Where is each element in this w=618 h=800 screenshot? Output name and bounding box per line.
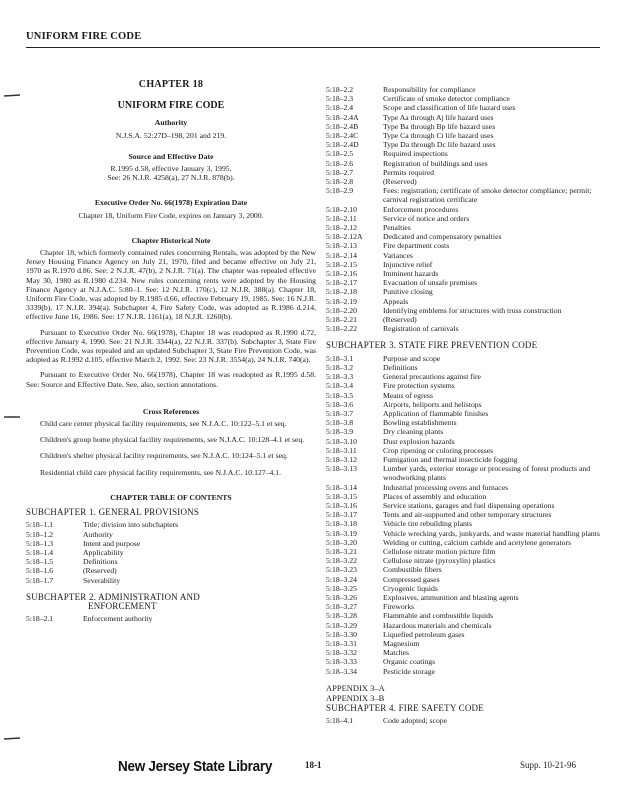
section-title: Code adopted; scope	[383, 716, 448, 726]
section-row	[26, 539, 316, 548]
section-row	[326, 584, 604, 593]
section-number: 5:18–3.15	[326, 491, 357, 501]
section-number: 5:18–1.3	[26, 538, 54, 548]
section-row	[326, 427, 604, 436]
section-number: 5:18–2.2	[326, 85, 354, 94]
section-title: Evacuation of unsafe premises	[383, 278, 478, 288]
section-number: 5:18–2.11	[326, 213, 357, 223]
source-heading: Source and Effective Date	[128, 151, 214, 161]
section-number: 5:18–3.9	[326, 427, 354, 437]
section-row	[326, 140, 604, 149]
subchapter-1-sections	[26, 520, 316, 584]
margin-mark-icon	[4, 415, 20, 419]
section-number: 5:18–3.4	[326, 381, 354, 391]
library-watermark: New Jersey State Library	[118, 758, 273, 775]
section-title: Applicability	[83, 547, 124, 557]
section-number: 5:18–2.4	[326, 103, 354, 113]
section-number: 5:18–3.23	[326, 565, 357, 575]
section-row	[326, 168, 604, 177]
subchapter-4-sections	[326, 716, 604, 725]
section-row	[26, 530, 316, 539]
section-number: 5:18–3.1	[326, 353, 354, 363]
section-row	[326, 538, 604, 547]
source-line-2: See: 26 N.J.R. 4258(a), 27 N.J.R. 878(b).	[107, 173, 235, 183]
section-row	[326, 602, 604, 611]
toc-heading: CHAPTER TABLE OF CONTENTS	[110, 492, 232, 502]
section-number: 5:18–2.20	[326, 305, 357, 315]
section-number: 5:18–1.5	[26, 557, 54, 567]
authority-heading: Authority	[154, 118, 188, 128]
section-row	[326, 232, 604, 241]
section-title: Lumber yards, exterior storage or processing of forest products and woodworking plants	[383, 464, 591, 483]
section-title: Certificate of smoke detector compliance	[383, 94, 510, 104]
section-title: Tents and air-supported and other temporary structures	[383, 510, 552, 520]
section-number: 5:18–2.7	[326, 167, 354, 177]
section-number: 5:18–2.12	[326, 223, 357, 233]
section-row	[326, 391, 604, 400]
section-title: Punitive closing	[383, 287, 433, 297]
header-rule	[26, 47, 600, 48]
section-title: (Reserved)	[83, 566, 117, 576]
section-number: 5:18–3.33	[326, 657, 357, 667]
section-row	[326, 223, 604, 232]
section-number: 5:18–2.8	[326, 177, 354, 187]
section-title: Registration of buildings and uses	[383, 158, 488, 168]
section-row	[326, 547, 604, 556]
section-number: 5:18–2.4A	[326, 112, 359, 122]
section-row	[326, 575, 604, 584]
section-row	[326, 306, 604, 315]
section-number: 5:18–3.30	[326, 629, 357, 639]
section-number: 5:18–1.6	[26, 566, 54, 576]
section-title: Vehicle wrecking yards, junkyards, and waste material handling plants	[383, 528, 600, 538]
section-title: Organic coatings	[383, 657, 436, 667]
section-row	[326, 381, 604, 390]
section-number: 5:18–3.10	[326, 436, 357, 446]
section-title: Fees: registration; certificate of smoke detector compliance; permit; carnival registration certificate	[383, 186, 592, 205]
section-number: 5:18–3.17	[326, 510, 357, 520]
section-number: 5:18–2.1	[26, 614, 54, 624]
section-row	[326, 214, 604, 223]
history-paragraph-3: Pursuant to Executive Order No. 66(1978), Chapter 18 was readopted as R.1995 d.58. See: Source and Effective Date. See, also, section annotations.	[26, 370, 316, 389]
section-number: 5:18–1.4	[26, 547, 54, 557]
section-number: 5:18–2.19	[326, 296, 357, 306]
section-title: Imminent hazards	[383, 269, 439, 279]
cross-reference: Children's group home physical facility requirements, see N.J.A.C. 10:128–4.1 et seq.	[40, 435, 305, 445]
section-row	[326, 418, 604, 427]
section-row	[326, 260, 604, 269]
supplement-date: Supp. 10-21-96	[520, 760, 576, 770]
section-title: Responsibility for compliance	[383, 85, 476, 94]
section-number: 5:18–2.21	[326, 315, 357, 325]
section-number: 5:18–3.26	[326, 592, 357, 602]
section-title: Bowling establishments	[383, 418, 457, 428]
section-row	[326, 667, 604, 676]
section-title: Appeals	[383, 296, 409, 306]
section-title: Scope and classification of life hazard uses	[383, 103, 516, 113]
section-title: Matches	[383, 648, 410, 658]
section-number: 5:18–3.32	[326, 648, 357, 658]
section-row	[326, 177, 604, 186]
section-row	[326, 446, 604, 455]
subchapter-2-sections-start	[26, 614, 316, 623]
section-row	[326, 103, 604, 112]
section-row	[326, 510, 604, 519]
section-row	[326, 251, 604, 260]
section-title: Required inspections	[383, 149, 448, 159]
section-row	[326, 94, 604, 103]
section-number: 5:18–3.11	[326, 445, 357, 455]
section-row	[26, 548, 316, 557]
section-number: 5:18–2.4D	[326, 140, 359, 150]
section-row	[326, 372, 604, 381]
section-title: Penalties	[383, 223, 411, 233]
section-row	[26, 566, 316, 575]
section-title: Type Ca through Ci life hazard uses	[383, 131, 494, 141]
section-title: Severability	[83, 575, 121, 585]
section-row	[326, 363, 604, 372]
section-title: Title; division into subchapters	[83, 520, 179, 530]
section-number: 5:18–2.18	[326, 287, 357, 297]
section-number: 5:18–3.7	[326, 408, 354, 418]
chapter-number: CHAPTER 18	[138, 79, 204, 90]
section-title: Hazardous materials and chemicals	[383, 620, 492, 630]
section-row	[326, 287, 604, 296]
section-title: Crop ripening or coloring processes	[383, 445, 494, 455]
section-number: 5:18–2.17	[326, 278, 357, 288]
section-title: Service stations, garages and fuel dispensing operations	[383, 500, 555, 510]
subchapter-2-title-line-1: SUBCHAPTER 2. ADMINISTRATION AND	[26, 591, 200, 602]
section-number: 5:18–2.16	[326, 269, 357, 279]
section-title: (Reserved)	[383, 177, 417, 187]
section-number: 5:18–3.28	[326, 611, 357, 621]
section-number: 5:18–3.29	[326, 620, 357, 630]
cross-reference: Child care center physical facility requirements, see N.J.A.C. 10:122–5.1 et seq.	[40, 419, 287, 429]
section-row	[326, 483, 604, 492]
section-title: Injunctive relief	[383, 259, 433, 269]
section-row	[326, 297, 604, 306]
section-row	[326, 186, 604, 204]
eo-text: Chapter 18, Uniform Fire Code, expires on January 3, 2000.	[78, 210, 264, 220]
section-title: Purpose and scope	[383, 353, 441, 363]
section-number: 5:18–3.16	[326, 500, 357, 510]
page-number: 18-1	[305, 760, 322, 770]
subchapter-3-title: SUBCHAPTER 3. STATE FIRE PREVENTION CODE	[326, 340, 538, 351]
subchapter-2-sections	[326, 85, 604, 333]
section-row	[326, 205, 604, 214]
section-title: Welding or cutting, calcium carbide and acetylene generators	[383, 537, 572, 547]
section-number: 5:18–2.4B	[326, 121, 359, 131]
margin-mark-icon	[4, 737, 20, 741]
section-title: Dry cleaning plants	[383, 427, 444, 437]
section-number: 5:18–3.13	[326, 464, 357, 474]
section-row	[326, 455, 604, 464]
section-number: 5:18–4.1	[326, 716, 354, 726]
section-title: Places of assembly and education	[383, 491, 487, 501]
section-row	[326, 565, 604, 574]
section-number: 5:18–3.34	[326, 666, 357, 676]
section-title: Permits required	[383, 167, 435, 177]
section-number: 5:18–3.8	[326, 418, 354, 428]
section-row	[326, 278, 604, 287]
section-number: 5:18–3.20	[326, 537, 357, 547]
section-row	[326, 611, 604, 620]
subchapter-4-title: SUBCHAPTER 4. FIRE SAFETY CODE	[326, 703, 484, 714]
history-paragraph-1: Chapter 18, which formerly contained rules concerning Rentals, was adopted by the New Jersey Housing Finance Agency on July 21, 1970, filed and became effective on July 21, 1970 as R.1970 d.86. See: 2 N.J.R. 47(b), 2 N.J.R. 71(a). The chapter was repealed effective May 30, 1980 as R.1980 d.234. New rules concerning rents were adopted by the Housing Finance Agency at N.J.A.C. 5:80–1. See: 12 N.J.R. 170(c), 12 N.J.R. 388(a). Chapter 18, Uniform Fire Code, was adopted by R.1985 d.66, effective February 19, 1985. See: 16 N.J.R. 3339(b), 17 N.J.R. 394(a). Subchapter 4, Fire Safety Code, was adopted as R.1986 d.214, effective June 16, 1986. See: 17 N.J.R. 1161(a), 18 N.J.R. 1260(b).	[26, 248, 316, 322]
appendix-3a: APPENDIX 3–A	[326, 682, 385, 693]
section-title: Liquefied petroleum gases	[383, 629, 465, 639]
section-row	[26, 576, 316, 585]
running-head: UNIFORM FIRE CODE	[26, 31, 142, 42]
section-number: 5:18–3.6	[326, 399, 354, 409]
section-title: Compressed gases	[383, 574, 440, 584]
section-title: Vehicle tire rebuilding plants	[383, 519, 473, 529]
section-title: Service of notice and orders	[383, 213, 470, 223]
section-title: Enforcement procedures	[383, 204, 459, 214]
section-row	[326, 241, 604, 250]
section-row	[326, 657, 604, 666]
section-title: Identifying emblems for structures with truss construction	[383, 305, 562, 315]
section-row	[326, 464, 604, 482]
section-number: 5:18–2.13	[326, 241, 357, 251]
section-number: 5:18–3.19	[326, 528, 357, 538]
section-number: 5:18–3.22	[326, 556, 357, 566]
section-number: 5:18–3.12	[326, 454, 357, 464]
section-title: Means of egress	[383, 390, 433, 400]
section-number: 5:18–2.22	[326, 324, 357, 334]
section-title: Cryogenic liquids	[383, 583, 438, 593]
section-row	[326, 648, 604, 657]
section-row	[326, 409, 604, 418]
cross-reference: Children's shelter physical facility requirements, see N.J.A.C. 10:124–5.1 et seq.	[40, 451, 288, 461]
section-number: 5:18–3.24	[326, 574, 357, 584]
section-number: 5:18–2.5	[326, 149, 354, 159]
section-row	[326, 354, 604, 363]
section-row	[326, 315, 604, 324]
authority-text: N.J.S.A. 52:27D–198, 201 and 219.	[115, 130, 227, 140]
section-row	[326, 122, 604, 131]
section-title: Industrial processing ovens and furnaces	[383, 482, 509, 492]
section-title: Flammable and combustible liquids	[383, 611, 493, 621]
section-number: 5:18–3.5	[326, 390, 354, 400]
section-title: Dust explosion hazards	[383, 436, 455, 446]
section-number: 5:18–1.2	[26, 529, 54, 539]
section-row	[326, 113, 604, 122]
section-title: Airports, heliports and helistops	[383, 399, 482, 409]
section-title: Application of flammable finishes	[383, 408, 489, 418]
section-number: 5:18–2.9	[326, 186, 354, 196]
section-row	[326, 437, 604, 446]
section-title: Explosives, ammunition and blasting agents	[383, 592, 519, 602]
section-row	[326, 593, 604, 602]
section-row	[326, 716, 604, 725]
section-number: 5:18–3.31	[326, 638, 357, 648]
section-row	[326, 630, 604, 639]
section-number: 5:18–2.3	[326, 94, 354, 104]
section-title: Cellulose nitrate (pyroxylin) plastics	[383, 556, 496, 566]
section-title: General precautions against fire	[383, 372, 481, 382]
section-row	[326, 492, 604, 501]
subchapter-3-sections	[326, 354, 604, 676]
section-number: 5:18–2.4C	[326, 131, 359, 141]
chapter-title: UNIFORM FIRE CODE	[117, 100, 225, 112]
section-title: Definitions	[83, 557, 118, 567]
appendix-3b: APPENDIX 3–B	[326, 693, 385, 703]
section-row	[326, 85, 604, 94]
section-row	[26, 557, 316, 566]
section-row	[326, 269, 604, 278]
section-number: 5:18–2.6	[326, 158, 354, 168]
section-title: (Reserved)	[383, 315, 417, 325]
subchapter-1-title: SUBCHAPTER 1. GENERAL PROVISIONS	[26, 507, 200, 518]
section-title: Cellulose nitrate motion picture film	[383, 546, 496, 556]
section-title: Fireworks	[383, 602, 415, 612]
subchapter-2-title	[26, 593, 316, 611]
section-row	[326, 519, 604, 528]
section-row	[326, 131, 604, 140]
section-title: Type Da through Dc life hazard uses	[383, 140, 496, 150]
source-line-1: R.1995 d.58, effective January 3, 1995.	[110, 164, 232, 174]
section-title: Authority	[83, 529, 113, 539]
section-row	[326, 556, 604, 565]
section-number: 5:18–2.10	[326, 204, 357, 214]
section-number: 5:18–3.3	[326, 372, 354, 382]
section-number: 5:18–2.12A	[326, 232, 363, 242]
section-title: Variances	[383, 250, 413, 260]
section-number: 5:18–1.1	[26, 520, 54, 530]
section-row	[326, 159, 604, 168]
section-row	[326, 324, 604, 333]
left-column	[26, 80, 316, 623]
section-row	[326, 149, 604, 158]
history-heading: Chapter Historical Note	[131, 235, 211, 245]
section-row	[326, 639, 604, 648]
section-number: 5:18–1.7	[26, 575, 54, 585]
cross-references-heading: Cross References	[142, 406, 200, 416]
section-number: 5:18–3.14	[326, 482, 357, 492]
section-title: Type Ba through Bp life hazard uses	[383, 121, 496, 131]
subchapter-2-title-line-2: ENFORCEMENT	[88, 600, 157, 611]
margin-mark-icon	[4, 94, 20, 98]
section-number: 5:18–3.2	[326, 362, 354, 372]
section-title: Fire protection systems	[383, 381, 455, 391]
eo-heading: Executive Order No. 66(1978) Expiration Date	[94, 198, 248, 208]
section-title: Fumigation and thermal insecticide fogging	[383, 454, 518, 464]
cross-reference: Residential child care physical facility requirements, see N.J.A.C. 10:127–4.1.	[40, 467, 282, 477]
section-title: Registration of carnivals	[383, 324, 459, 334]
section-title: Definitions	[383, 362, 418, 372]
section-title: Intent and purpose	[83, 538, 141, 548]
section-number: 5:18–2.14	[326, 250, 357, 260]
section-row	[326, 400, 604, 409]
section-title: Type Aa through Aj life hazard uses	[383, 112, 494, 122]
section-row	[326, 621, 604, 630]
section-title: Dedicated and compensatory penalties	[383, 232, 502, 242]
section-title: Pesticide storage	[383, 666, 435, 676]
section-number: 5:18–3.27	[326, 602, 357, 612]
section-title: Magnesium	[383, 638, 420, 648]
section-row	[326, 529, 604, 538]
section-number: 5:18–2.15	[326, 259, 357, 269]
section-number: 5:18–3.21	[326, 546, 357, 556]
section-title: Combustible fibers	[383, 565, 442, 575]
section-row	[326, 501, 604, 510]
section-row	[26, 614, 316, 623]
section-row	[26, 520, 316, 529]
right-column	[326, 85, 604, 726]
section-title: Enforcement authority	[83, 614, 153, 624]
section-title: Fire department costs	[383, 241, 450, 251]
section-number: 5:18–3.18	[326, 519, 357, 529]
section-number: 5:18–3.25	[326, 583, 357, 593]
history-paragraph-2: Pursuant to Executive Order No. 66(1978), Chapter 18 was readopted as R.1990 d.72, effective January 4, 1990. See: 21 N.J.R. 3344(a), 22 N.J.R. 337(b). Subchapter 3, State Fire Prevention Code, was repealed and an updated Subchapter 3, State Fire Prevention Code, was adopted as R.1992 d.105, effective March 2, 1992. See: 23 N.J.R. 3554(a), 24 N.J.R. 740(a).	[26, 327, 316, 365]
